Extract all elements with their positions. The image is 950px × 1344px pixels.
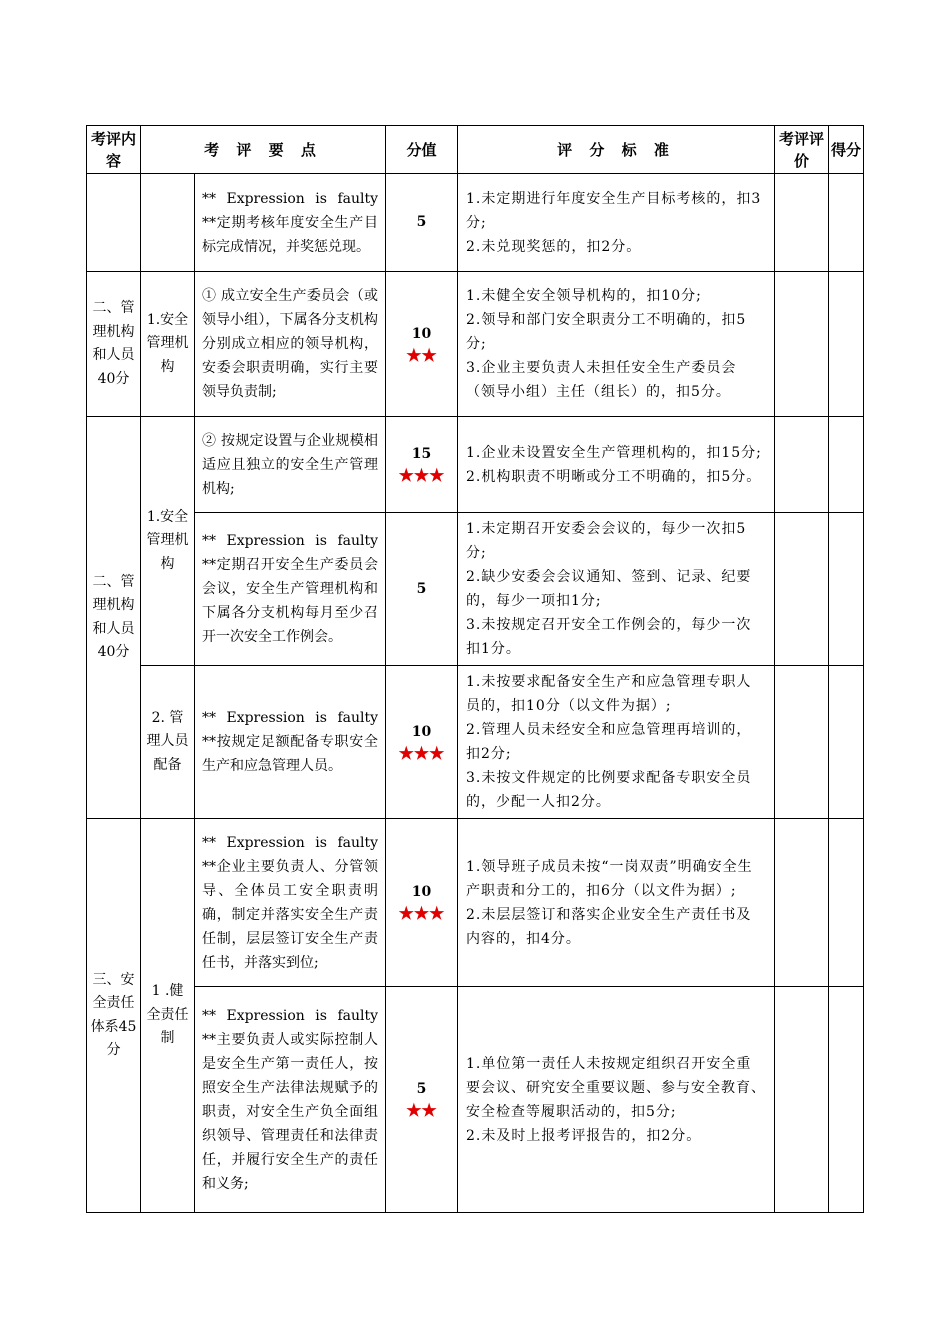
got-cell <box>829 272 864 417</box>
criteria-item: 3.企业主要负责人未担任安全生产委员会（领导小组）主任（组长）的，扣5分。 <box>466 360 737 400</box>
point-cell: ** Expression is faulty **按规定足额配备专职安全生产和应急管理人员。 <box>195 666 386 819</box>
got-cell <box>829 513 864 666</box>
table-row <box>87 174 864 272</box>
eval-cell <box>775 987 829 1213</box>
score-cell <box>386 174 458 272</box>
score-value: 10 <box>411 884 432 900</box>
table-row <box>87 819 864 987</box>
header-points: 考 评 要 点 <box>141 126 386 174</box>
criteria-item: 2.机构职责不明晰或分工不明确的，扣5分。 <box>466 468 762 485</box>
criteria-item: 1.未定期召开安委会会议的，每少一次扣5分; <box>466 521 747 561</box>
criteria-cell <box>458 174 775 272</box>
sub-item-cell: 1.安全管理机构 <box>141 272 195 417</box>
eval-cell <box>775 174 829 272</box>
star-rating-icon: ★★ <box>406 1101 437 1121</box>
score-value: 5 <box>416 214 427 230</box>
sub-item-cell <box>141 174 195 272</box>
score-cell <box>386 272 458 417</box>
evaluation-table <box>86 125 864 1213</box>
point-cell: ② 按规定设置与企业规模相适应且独立的安全生产管理机构; <box>195 417 386 513</box>
score-cell <box>386 417 458 513</box>
criteria-item: 1.单位第一责任人未按规定组织召开安全重要会议、研究安全重要议题、参与安全教育、安全检查等履职活动的，扣5分; <box>466 1055 767 1120</box>
criteria-item: 3.未按文件规定的比例要求配备专职安全员的，少配一人扣2分。 <box>466 770 752 810</box>
header-criteria: 评 分 标 准 <box>458 126 775 174</box>
got-cell <box>829 174 864 272</box>
score-value: 5 <box>416 1081 427 1097</box>
criteria-cell <box>458 417 775 513</box>
score-cell <box>386 819 458 987</box>
star-rating-icon: ★★ <box>406 345 437 366</box>
content-cell: 二、管理机构和人员40分 <box>87 417 141 819</box>
score-cell <box>386 666 458 819</box>
content-cell: 二、管理机构和人员40分 <box>87 272 141 417</box>
eval-cell <box>775 513 829 666</box>
criteria-item: 1.未按要求配备安全生产和应急管理专职人员的，扣10分（以文件为据）; <box>466 674 752 714</box>
score-value: 5 <box>416 580 427 597</box>
criteria-item: 2.未兑现奖惩的，扣2分。 <box>466 238 642 255</box>
sub-item-cell: 1.安全管理机构 <box>141 417 195 666</box>
score-cell <box>386 987 458 1213</box>
score-value: 10 <box>411 723 432 740</box>
eval-cell <box>775 666 829 819</box>
header-row <box>87 126 864 174</box>
header-score: 分值 <box>386 126 458 174</box>
sub-item-cell: 2. 管理人员配备 <box>141 666 195 819</box>
criteria-item: 2.未层层签订和落实企业安全生产责任书及内容的，扣4分。 <box>466 906 752 947</box>
criteria-item: 2.领导和部门安全职责分工不明确的，扣5分; <box>466 312 747 352</box>
content-cell <box>87 174 141 272</box>
point-cell: ** Expression is faulty **主要负责人或实际控制人是安全生产第一责任人，按照安全生产法律法规赋予的职责，对安全生产负全面组织领导、管理责任和法律责任，并履行安全生产的责任和义务; <box>195 987 386 1213</box>
header-eval: 考评评价 <box>775 126 829 174</box>
criteria-item: 2.未及时上报考评报告的，扣2分。 <box>466 1127 702 1144</box>
star-rating-icon: ★★★ <box>398 466 445 486</box>
star-rating-icon: ★★★ <box>398 904 445 924</box>
criteria-item: 2.缺少安委会会议通知、签到、记录、纪要的，每少一项扣1分; <box>466 569 752 609</box>
criteria-cell <box>458 987 775 1213</box>
criteria-item: 1.未健全安全领导机构的，扣10分; <box>466 288 702 304</box>
point-cell: ** Expression is faulty **定期召开安全生产委员会会议，安全生产管理机构和下属各分支机构每月至少召开一次安全工作例会。 <box>195 513 386 666</box>
got-cell <box>829 987 864 1213</box>
criteria-cell <box>458 819 775 987</box>
score-value: 10 <box>411 325 432 342</box>
table-row <box>87 666 864 819</box>
eval-cell <box>775 417 829 513</box>
content-cell: 三、安全责任体系45分 <box>87 819 141 1213</box>
header-content: 考评内容 <box>87 126 141 174</box>
criteria-cell <box>458 666 775 819</box>
point-cell: ** Expression is faulty **企业主要负责人、分管领导、全体员工安全职责明确，制定并落实安全生产责任制，层层签订安全生产责任书，并落实到位; <box>195 819 386 987</box>
eval-cell <box>775 819 829 987</box>
table-row <box>87 987 864 1213</box>
table-row <box>87 272 864 417</box>
point-cell: ** Expression is faulty **定期考核年度安全生产目标完成情况，并奖惩兑现。 <box>195 174 386 272</box>
table-row <box>87 417 864 513</box>
eval-cell <box>775 272 829 417</box>
table-row <box>87 513 864 666</box>
sub-item-cell: 1 .健全责任制 <box>141 819 195 1213</box>
criteria-item: 2.管理人员未经安全和应急管理再培训的，扣2分; <box>466 722 752 762</box>
star-rating-icon: ★★★ <box>398 743 445 764</box>
header-got: 得分 <box>829 126 864 174</box>
criteria-item: 1.企业未设置安全生产管理机构的，扣15分; <box>466 444 762 461</box>
criteria-cell <box>458 513 775 666</box>
score-value: 15 <box>411 446 432 462</box>
score-cell <box>386 513 458 666</box>
criteria-item: 1.未定期进行年度安全生产目标考核的，扣3分; <box>466 190 762 231</box>
got-cell <box>829 417 864 513</box>
got-cell <box>829 666 864 819</box>
criteria-item: 3.未按规定召开安全工作例会的，每少一次扣1分。 <box>466 617 752 657</box>
got-cell <box>829 819 864 987</box>
criteria-item: 1.领导班子成员未按“一岗双责”明确安全生产职责和分工的，扣6分（以文件为据）; <box>466 858 753 899</box>
criteria-cell <box>458 272 775 417</box>
point-cell: ① 成立安全生产委员会（或领导小组），下属各分支机构分别成立相应的领导机构，安委会职责明确，实行主要领导负责制; <box>195 272 386 417</box>
